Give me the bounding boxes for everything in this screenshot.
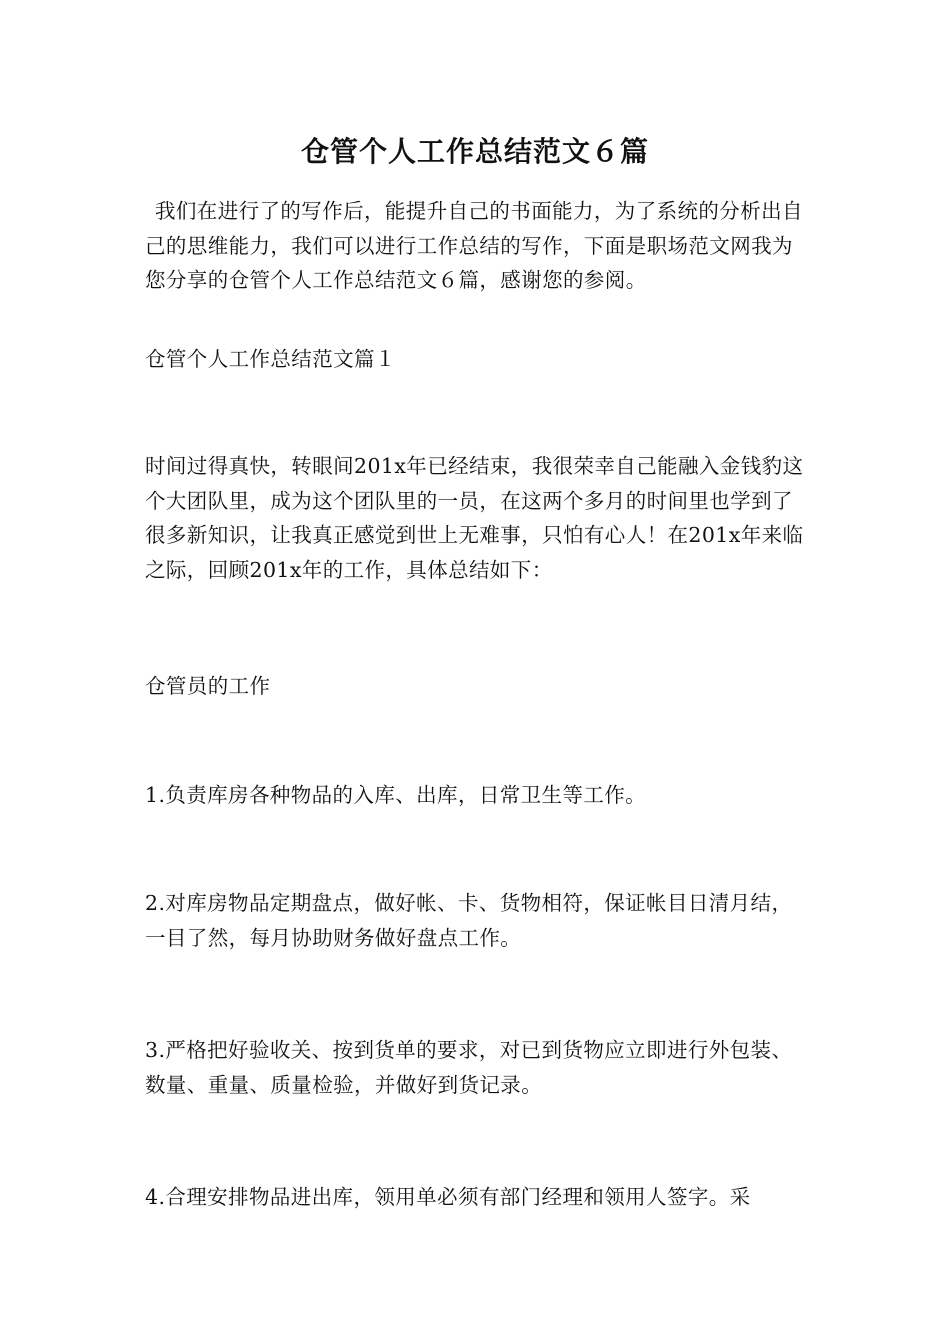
list-item: 2.对库房物品定期盘点，做好帐、卡、货物相符，保证帐目日清月结，一目了然，每月协助财务做好盘点工作。 [145,891,793,950]
section-heading: 仓管个人工作总结范文篇１ [145,347,396,371]
document-title: 仓管个人工作总结范文６篇 [300,135,649,168]
list-item: 3.严格把好验收关、按到货单的要求，对已到货物应立即进行外包装、数量、重量、质量检验，并做好到货记录。 [145,1038,793,1097]
list-item: 1.负责库房各种物品的入库、出库，日常卫生等工作。 [145,783,647,807]
list-item: 4.合理安排物品进出库，领用单必须有部门经理和领用人签字。采 [145,1185,751,1209]
intro-paragraph: 我们在进行了的写作后，能提升自己的书面能力，为了系统的分析出自己的思维能力，我们可以进行工作总结的写作，下面是职场范文网我为您分享的仓管个人工作总结范文６篇，感谢您的参阅。 [145,199,803,292]
body-paragraph: 时间过得真快，转眼间201x年已经结束，我很荣幸自己能融入金钱豹这个大团队里，成为这个团队里的一员，在这两个多月的时间里也学到了很多新知识，让我真正感觉到世上无难事，只怕有心人！在201x年来临之际，回顾201x年的工作，具体总结如下： [145,454,804,582]
sub-heading: 仓管员的工作 [145,674,271,698]
